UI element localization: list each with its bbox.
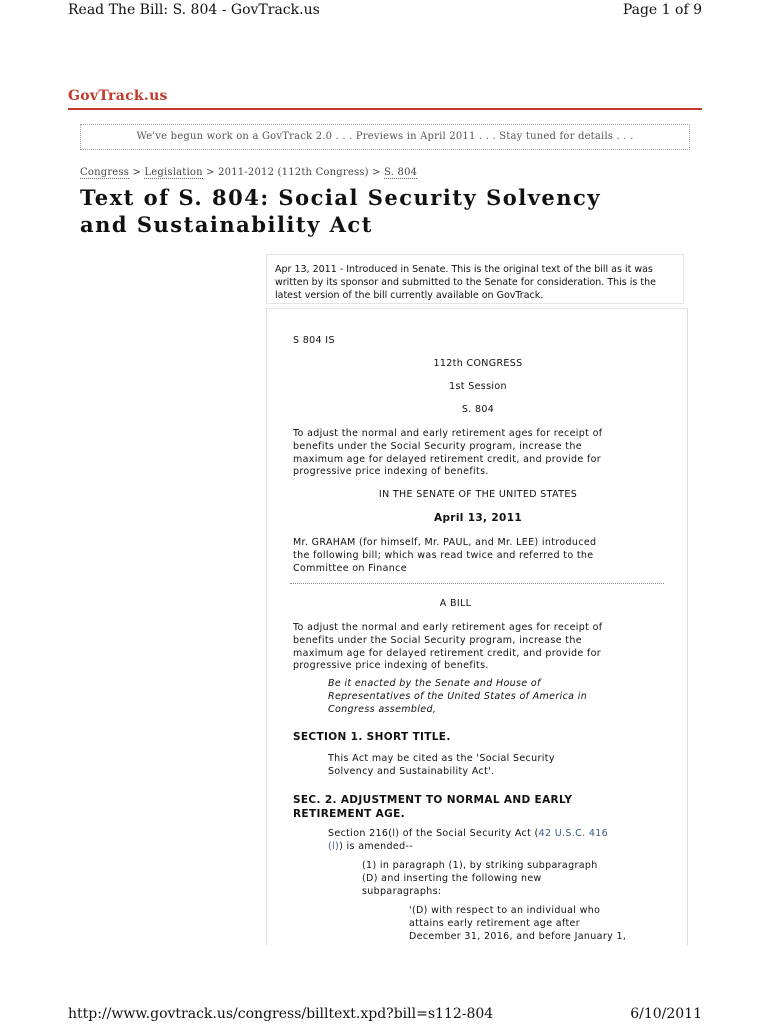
section-2-text: Section 216(l) of the Social Security Act (42 U.S.C. 416 (l)) is amended-- <box>328 828 609 852</box>
paragraph-1-text: (1) in paragraph (1), by striking subparagraph (D) and inserting the following new subparagraphs: <box>362 860 598 897</box>
subparagraph-d-text: '(D) with respect to an individual who attains early retirement age after December 31, 2016, and before January 1, <box>409 905 627 942</box>
print-footer-url: http://www.govtrack.us/congress/billtext.xpd?bill=s112-804 <box>68 1006 494 1022</box>
logo-divider <box>68 108 702 110</box>
bill-chamber: IN THE SENATE OF THE UNITED STATES <box>378 489 578 500</box>
print-footer-date: 6/10/2011 <box>630 1006 702 1022</box>
bill-purpose-repeat: To adjust the normal and early retirement ages for receipt of benefits under the Social Security program, increase the maximum age for delayed retirement credit, and provide for progressive price indexing of benefits. <box>293 622 603 672</box>
breadcrumb <box>80 167 417 178</box>
page-title: Text of S. 804: Social Security Solvency and Sustainability Act <box>80 185 602 237</box>
bill-id-line: S 804 IS <box>293 335 335 346</box>
bill-status-intro: Apr 13, 2011 - Introduced in Senate. This is the original text of the bill as it was written by its sponsor and submitted to the Senate for consideration. This is the latest version of the bill currently available on GovTrack. <box>266 254 684 304</box>
usc-citation-link[interactable]: 42 U.S.C. 416 <box>538 828 609 839</box>
bill-separator <box>290 583 664 584</box>
bill-number: S. 804 <box>461 404 495 415</box>
site-logo[interactable]: GovTrack.us <box>68 88 168 104</box>
bill-congress: 112th CONGRESS <box>433 358 523 369</box>
section-1-heading: SECTION 1. SHORT TITLE. <box>293 731 451 743</box>
section-2-heading: SEC. 2. ADJUSTMENT TO NORMAL AND EARLY RETIREMENT AGE. <box>293 794 573 820</box>
section-1-text: This Act may be cited as the 'Social Security Solvency and Sustainability Act'. <box>328 753 555 777</box>
bill-intro-date: April 13, 2011 <box>433 512 523 524</box>
bill-purpose: To adjust the normal and early retirement ages for receipt of benefits under the Social Security program, increase the maximum age for delayed retirement credit, and provide for progressive price indexing of benefits. <box>293 428 603 478</box>
breadcrumb-bill-link[interactable]: S. 804 <box>384 167 418 178</box>
bill-sponsors: Mr. GRAHAM (for himself, Mr. PAUL, and Mr. LEE) introduced the following bill; which was read twice and referred to the Committee on Finance <box>293 537 597 574</box>
breadcrumb-separator: > <box>129 167 145 178</box>
breadcrumb-congress-link[interactable]: Congress <box>80 167 130 178</box>
bill-a-bill-label: A BILL <box>439 598 472 609</box>
section-2-text-start: Section 216(l) of the Social Security Act ( <box>328 828 539 839</box>
bill-session: 1st Session <box>449 381 507 392</box>
print-header-title: Read The Bill: S. 804 - GovTrack.us <box>68 2 320 18</box>
bill-enacting-clause: Be it enacted by the Senate and House of Representatives of the United States of America in Congress assembled, <box>328 678 588 715</box>
section-2-text-end: ) is amended-- <box>339 840 414 852</box>
breadcrumb-session: > 2011-2012 (112th Congress) > <box>202 167 385 178</box>
site-notice-banner: We've begun work on a GovTrack 2.0 . . . Previews in April 2011 . . . Stay tuned for details . . . <box>80 124 690 150</box>
breadcrumb-legislation-link[interactable]: Legislation <box>144 167 203 178</box>
print-header-page: Page 1 of 9 <box>622 2 702 18</box>
